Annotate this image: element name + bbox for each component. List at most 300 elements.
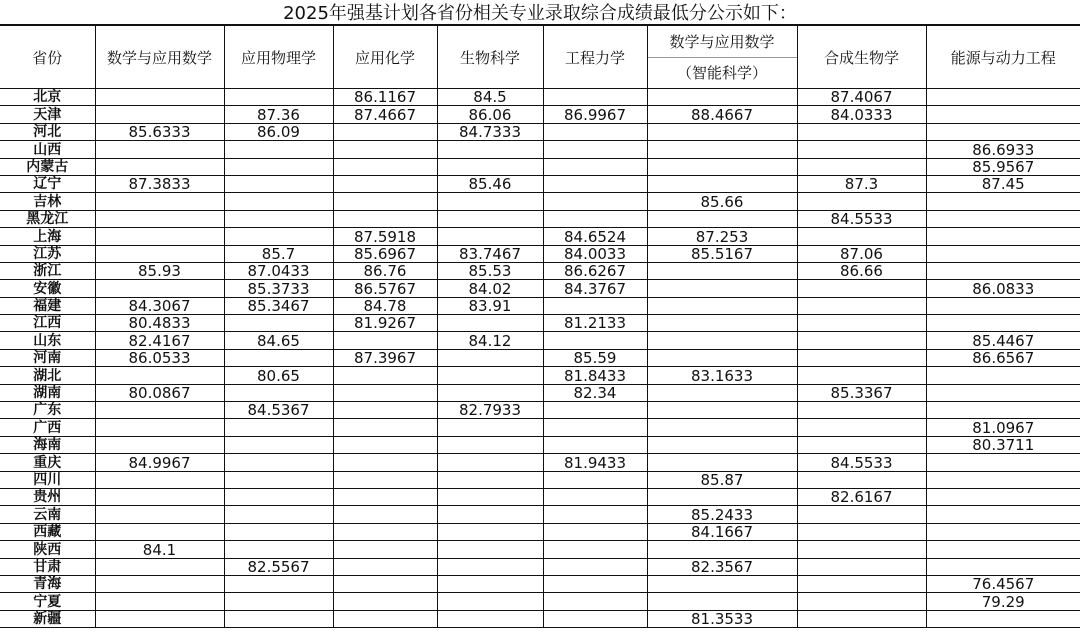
- score-cell: [797, 471, 926, 488]
- score-cell: 84.78: [333, 297, 437, 314]
- column-header-line: （智能科学）: [648, 57, 797, 88]
- score-cell: 85.7: [224, 245, 333, 262]
- score-cell: [926, 454, 1080, 471]
- score-cell: 87.36: [224, 106, 333, 123]
- score-cell: 81.8433: [543, 367, 647, 384]
- score-cell: [224, 89, 333, 106]
- score-cell: [95, 228, 224, 245]
- score-cell: [543, 610, 647, 627]
- score-cell: [647, 541, 797, 558]
- score-cell: [543, 575, 647, 592]
- score-cell: 84.1667: [647, 523, 797, 540]
- score-cell: 86.66: [797, 262, 926, 279]
- score-cell: 86.9967: [543, 106, 647, 123]
- score-cell: 76.4567: [926, 575, 1080, 592]
- score-cell: 84.02: [437, 280, 543, 297]
- score-cell: [543, 593, 647, 610]
- score-cell: [333, 367, 437, 384]
- score-cell: [543, 402, 647, 419]
- score-cell: [926, 315, 1080, 332]
- score-cell: [95, 558, 224, 575]
- score-cell: 86.0533: [95, 349, 224, 366]
- score-cell: 88.4667: [647, 106, 797, 123]
- score-cell: [647, 384, 797, 401]
- score-cell: [926, 245, 1080, 262]
- score-cell: 86.6567: [926, 349, 1080, 366]
- table-row: [0, 488, 1080, 505]
- score-cell: 87.4067: [797, 89, 926, 106]
- score-cell: 84.0333: [797, 106, 926, 123]
- score-cell: 84.5: [437, 89, 543, 106]
- score-cell: [647, 488, 797, 505]
- score-cell: [926, 506, 1080, 523]
- score-cell: [333, 593, 437, 610]
- table-row: [0, 575, 1080, 592]
- score-cell: [224, 488, 333, 505]
- score-cell: [543, 436, 647, 453]
- score-cell: [95, 488, 224, 505]
- score-cell: [797, 349, 926, 366]
- score-cell: [926, 488, 1080, 505]
- score-cell: [647, 210, 797, 227]
- score-cell: [95, 141, 224, 158]
- score-cell: [926, 262, 1080, 279]
- score-cell: 87.4667: [333, 106, 437, 123]
- score-cell: 82.4167: [95, 332, 224, 349]
- table-row: [0, 384, 1080, 401]
- score-cell: 86.09: [224, 123, 333, 140]
- score-cell: [797, 228, 926, 245]
- table-row: [0, 245, 1080, 262]
- score-cell: [543, 506, 647, 523]
- score-cell: [797, 367, 926, 384]
- score-cell: 85.3467: [224, 297, 333, 314]
- score-cell: [543, 558, 647, 575]
- score-cell: 80.4833: [95, 315, 224, 332]
- score-cell: [333, 506, 437, 523]
- score-cell: 86.1167: [333, 89, 437, 106]
- province-cell: 吉林: [0, 193, 95, 210]
- table-row: [0, 158, 1080, 175]
- score-cell: [926, 228, 1080, 245]
- score-cell: [95, 158, 224, 175]
- score-cell: 85.9567: [926, 158, 1080, 175]
- province-cell: 宁夏: [0, 593, 95, 610]
- score-cell: 84.1: [95, 541, 224, 558]
- score-cell: [647, 297, 797, 314]
- score-cell: [437, 610, 543, 627]
- score-cell: [224, 575, 333, 592]
- score-cell: [95, 106, 224, 123]
- score-cell: [437, 593, 543, 610]
- score-cell: [333, 210, 437, 227]
- score-cell: [543, 488, 647, 505]
- score-cell: 85.59: [543, 349, 647, 366]
- table-row: [0, 228, 1080, 245]
- score-cell: [95, 471, 224, 488]
- score-cell: [797, 315, 926, 332]
- column-header: 数学与应用数学: [95, 26, 224, 89]
- table-row: [0, 436, 1080, 453]
- score-cell: [647, 593, 797, 610]
- province-cell: 江苏: [0, 245, 95, 262]
- score-cell: 81.9267: [333, 315, 437, 332]
- score-cell: [926, 558, 1080, 575]
- score-cell: [95, 280, 224, 297]
- score-cell: 85.53: [437, 262, 543, 279]
- score-cell: 81.0967: [926, 419, 1080, 436]
- score-cell: [333, 454, 437, 471]
- score-cell: 82.7933: [437, 402, 543, 419]
- score-cell: [543, 332, 647, 349]
- province-cell: 四川: [0, 471, 95, 488]
- table-row: [0, 610, 1080, 627]
- header-row: [0, 26, 1080, 89]
- score-cell: [333, 419, 437, 436]
- score-cell: [95, 436, 224, 453]
- province-cell: 福建: [0, 297, 95, 314]
- score-cell: [224, 471, 333, 488]
- score-cell: [224, 523, 333, 540]
- score-cell: 82.5567: [224, 558, 333, 575]
- score-cell: [224, 228, 333, 245]
- score-cell: [224, 175, 333, 192]
- column-header: 工程力学: [543, 26, 647, 89]
- score-cell: 84.65: [224, 332, 333, 349]
- score-cell: 85.4467: [926, 332, 1080, 349]
- score-cell: [543, 193, 647, 210]
- table-row: [0, 558, 1080, 575]
- score-cell: 84.5533: [797, 454, 926, 471]
- column-header: 合成生物学: [797, 26, 926, 89]
- score-cell: 85.6967: [333, 245, 437, 262]
- score-cell: [224, 506, 333, 523]
- table-row: [0, 123, 1080, 140]
- score-cell: 82.6167: [797, 488, 926, 505]
- score-cell: [797, 523, 926, 540]
- province-cell: 贵州: [0, 488, 95, 505]
- score-cell: [797, 593, 926, 610]
- score-cell: [543, 297, 647, 314]
- score-cell: [224, 193, 333, 210]
- score-cell: [797, 558, 926, 575]
- score-cell: 86.5767: [333, 280, 437, 297]
- province-cell: 广东: [0, 402, 95, 419]
- score-cell: [95, 523, 224, 540]
- score-cell: [333, 123, 437, 140]
- score-cell: [926, 384, 1080, 401]
- score-cell: [333, 523, 437, 540]
- score-cell: 81.2133: [543, 315, 647, 332]
- score-cell: [224, 141, 333, 158]
- score-cell: [224, 384, 333, 401]
- score-cell: [95, 610, 224, 627]
- score-cell: 84.3767: [543, 280, 647, 297]
- score-cell: [437, 141, 543, 158]
- score-cell: [543, 175, 647, 192]
- score-cell: [647, 402, 797, 419]
- score-cell: 85.93: [95, 262, 224, 279]
- score-cell: [926, 89, 1080, 106]
- score-cell: 87.5918: [333, 228, 437, 245]
- score-cell: [543, 541, 647, 558]
- score-cell: 80.65: [224, 367, 333, 384]
- score-cell: [95, 367, 224, 384]
- score-cell: [437, 523, 543, 540]
- score-cell: [224, 541, 333, 558]
- score-cell: [333, 558, 437, 575]
- score-cell: [224, 454, 333, 471]
- score-cell: 87.06: [797, 245, 926, 262]
- score-table: [0, 26, 1080, 628]
- column-header: 省份: [0, 26, 95, 89]
- score-cell: 87.3833: [95, 175, 224, 192]
- score-cell: 86.76: [333, 262, 437, 279]
- score-cell: 84.9967: [95, 454, 224, 471]
- table-row: [0, 454, 1080, 471]
- score-cell: 82.3567: [647, 558, 797, 575]
- score-cell: [797, 419, 926, 436]
- score-cell: [333, 141, 437, 158]
- score-cell: [926, 367, 1080, 384]
- score-cell: 84.7333: [437, 123, 543, 140]
- score-cell: 85.87: [647, 471, 797, 488]
- score-cell: 83.1633: [647, 367, 797, 384]
- table-row: [0, 141, 1080, 158]
- column-header: 应用化学: [333, 26, 437, 89]
- score-cell: [333, 436, 437, 453]
- score-cell: [926, 541, 1080, 558]
- province-cell: 山西: [0, 141, 95, 158]
- score-cell: 83.91: [437, 297, 543, 314]
- score-cell: [95, 89, 224, 106]
- score-cell: [647, 575, 797, 592]
- score-cell: [95, 210, 224, 227]
- score-cell: [797, 436, 926, 453]
- score-cell: [333, 402, 437, 419]
- score-cell: [926, 210, 1080, 227]
- score-cell: 85.66: [647, 193, 797, 210]
- score-cell: [224, 593, 333, 610]
- score-cell: [437, 367, 543, 384]
- score-cell: 80.0867: [95, 384, 224, 401]
- score-cell: [95, 575, 224, 592]
- score-cell: [224, 610, 333, 627]
- score-cell: [543, 89, 647, 106]
- score-cell: [647, 349, 797, 366]
- score-cell: [926, 471, 1080, 488]
- score-cell: [333, 610, 437, 627]
- score-cell: 84.6524: [543, 228, 647, 245]
- score-cell: [647, 158, 797, 175]
- table-row: [0, 315, 1080, 332]
- score-cell: [333, 158, 437, 175]
- score-cell: [797, 280, 926, 297]
- page-title: 2025年强基计划各省份相关专业录取综合成绩最低分公示如下：: [0, 0, 1080, 26]
- table-row: [0, 349, 1080, 366]
- score-cell: 84.12: [437, 332, 543, 349]
- score-cell: [926, 193, 1080, 210]
- table-row: [0, 175, 1080, 192]
- score-cell: 85.3733: [224, 280, 333, 297]
- score-cell: [543, 210, 647, 227]
- score-cell: [926, 523, 1080, 540]
- score-cell: [797, 541, 926, 558]
- score-cell: [437, 558, 543, 575]
- table-row: [0, 593, 1080, 610]
- score-cell: 86.6267: [543, 262, 647, 279]
- table-row: [0, 523, 1080, 540]
- score-cell: 84.5533: [797, 210, 926, 227]
- province-cell: 湖北: [0, 367, 95, 384]
- score-cell: [333, 384, 437, 401]
- table-row: [0, 89, 1080, 106]
- score-cell: 85.6333: [95, 123, 224, 140]
- score-cell: 79.29: [926, 593, 1080, 610]
- score-cell: [797, 123, 926, 140]
- score-cell: [95, 593, 224, 610]
- score-cell: 87.3: [797, 175, 926, 192]
- score-cell: [333, 193, 437, 210]
- score-cell: 81.3533: [647, 610, 797, 627]
- score-cell: [333, 575, 437, 592]
- score-cell: [926, 610, 1080, 627]
- score-cell: [647, 175, 797, 192]
- score-cell: 85.5167: [647, 245, 797, 262]
- score-cell: [437, 506, 543, 523]
- score-cell: 85.46: [437, 175, 543, 192]
- province-cell: 重庆: [0, 454, 95, 471]
- score-cell: [437, 454, 543, 471]
- score-cell: 84.3067: [95, 297, 224, 314]
- score-cell: [333, 175, 437, 192]
- score-cell: [926, 402, 1080, 419]
- score-cell: [647, 436, 797, 453]
- score-cell: [224, 210, 333, 227]
- score-cell: [437, 488, 543, 505]
- score-cell: [797, 158, 926, 175]
- province-cell: 江西: [0, 315, 95, 332]
- score-cell: [543, 141, 647, 158]
- score-cell: 80.3711: [926, 436, 1080, 453]
- score-cell: 82.34: [543, 384, 647, 401]
- score-cell: [926, 106, 1080, 123]
- score-cell: 86.0833: [926, 280, 1080, 297]
- column-header: 应用物理学: [224, 26, 333, 89]
- province-cell: 辽宁: [0, 175, 95, 192]
- score-cell: [224, 315, 333, 332]
- score-cell: [333, 332, 437, 349]
- table-row: [0, 210, 1080, 227]
- score-cell: [543, 523, 647, 540]
- score-cell: [224, 436, 333, 453]
- score-cell: [95, 419, 224, 436]
- score-cell: [95, 245, 224, 262]
- province-cell: 浙江: [0, 262, 95, 279]
- score-cell: [797, 193, 926, 210]
- score-cell: 87.253: [647, 228, 797, 245]
- province-cell: 西藏: [0, 523, 95, 540]
- score-cell: [437, 541, 543, 558]
- score-cell: 85.3367: [797, 384, 926, 401]
- province-cell: 青海: [0, 575, 95, 592]
- score-cell: [647, 454, 797, 471]
- score-cell: [224, 349, 333, 366]
- score-cell: [647, 89, 797, 106]
- score-cell: [95, 506, 224, 523]
- score-cell: [797, 506, 926, 523]
- table-row: [0, 506, 1080, 523]
- score-cell: [797, 141, 926, 158]
- score-cell: [797, 610, 926, 627]
- score-cell: [647, 332, 797, 349]
- score-cell: [797, 332, 926, 349]
- province-cell: 海南: [0, 436, 95, 453]
- province-cell: 北京: [0, 89, 95, 106]
- table-row: [0, 471, 1080, 488]
- table-row: [0, 297, 1080, 314]
- score-cell: [437, 158, 543, 175]
- score-cell: 87.45: [926, 175, 1080, 192]
- score-cell: [333, 488, 437, 505]
- score-cell: [437, 210, 543, 227]
- score-cell: [797, 575, 926, 592]
- province-cell: 上海: [0, 228, 95, 245]
- province-cell: 安徽: [0, 280, 95, 297]
- score-cell: [437, 228, 543, 245]
- column-header: 能源与动力工程: [926, 26, 1080, 89]
- score-cell: [333, 541, 437, 558]
- province-cell: 天津: [0, 106, 95, 123]
- score-cell: [224, 419, 333, 436]
- score-cell: [647, 419, 797, 436]
- score-cell: [333, 471, 437, 488]
- score-cell: [543, 123, 647, 140]
- province-cell: 陕西: [0, 541, 95, 558]
- score-cell: 86.06: [437, 106, 543, 123]
- table-row: [0, 193, 1080, 210]
- province-cell: 内蒙古: [0, 158, 95, 175]
- score-cell: 87.3967: [333, 349, 437, 366]
- score-cell: [437, 193, 543, 210]
- score-cell: 87.0433: [224, 262, 333, 279]
- table-row: [0, 332, 1080, 349]
- score-cell: [647, 315, 797, 332]
- score-cell: [647, 280, 797, 297]
- score-cell: 85.2433: [647, 506, 797, 523]
- score-cell: [926, 297, 1080, 314]
- score-cell: 83.7467: [437, 245, 543, 262]
- province-cell: 新疆: [0, 610, 95, 627]
- table-row: [0, 541, 1080, 558]
- score-cell: [437, 419, 543, 436]
- score-cell: 81.9433: [543, 454, 647, 471]
- table-row: [0, 262, 1080, 279]
- score-cell: 86.6933: [926, 141, 1080, 158]
- province-cell: 甘肃: [0, 558, 95, 575]
- table-row: [0, 367, 1080, 384]
- score-cell: [926, 123, 1080, 140]
- score-cell: [543, 471, 647, 488]
- province-cell: 河南: [0, 349, 95, 366]
- score-cell: [797, 402, 926, 419]
- score-cell: [647, 141, 797, 158]
- column-header-line: 数学与应用数学: [669, 32, 775, 51]
- province-cell: 湖南: [0, 384, 95, 401]
- province-cell: 云南: [0, 506, 95, 523]
- score-cell: [437, 384, 543, 401]
- province-cell: 广西: [0, 419, 95, 436]
